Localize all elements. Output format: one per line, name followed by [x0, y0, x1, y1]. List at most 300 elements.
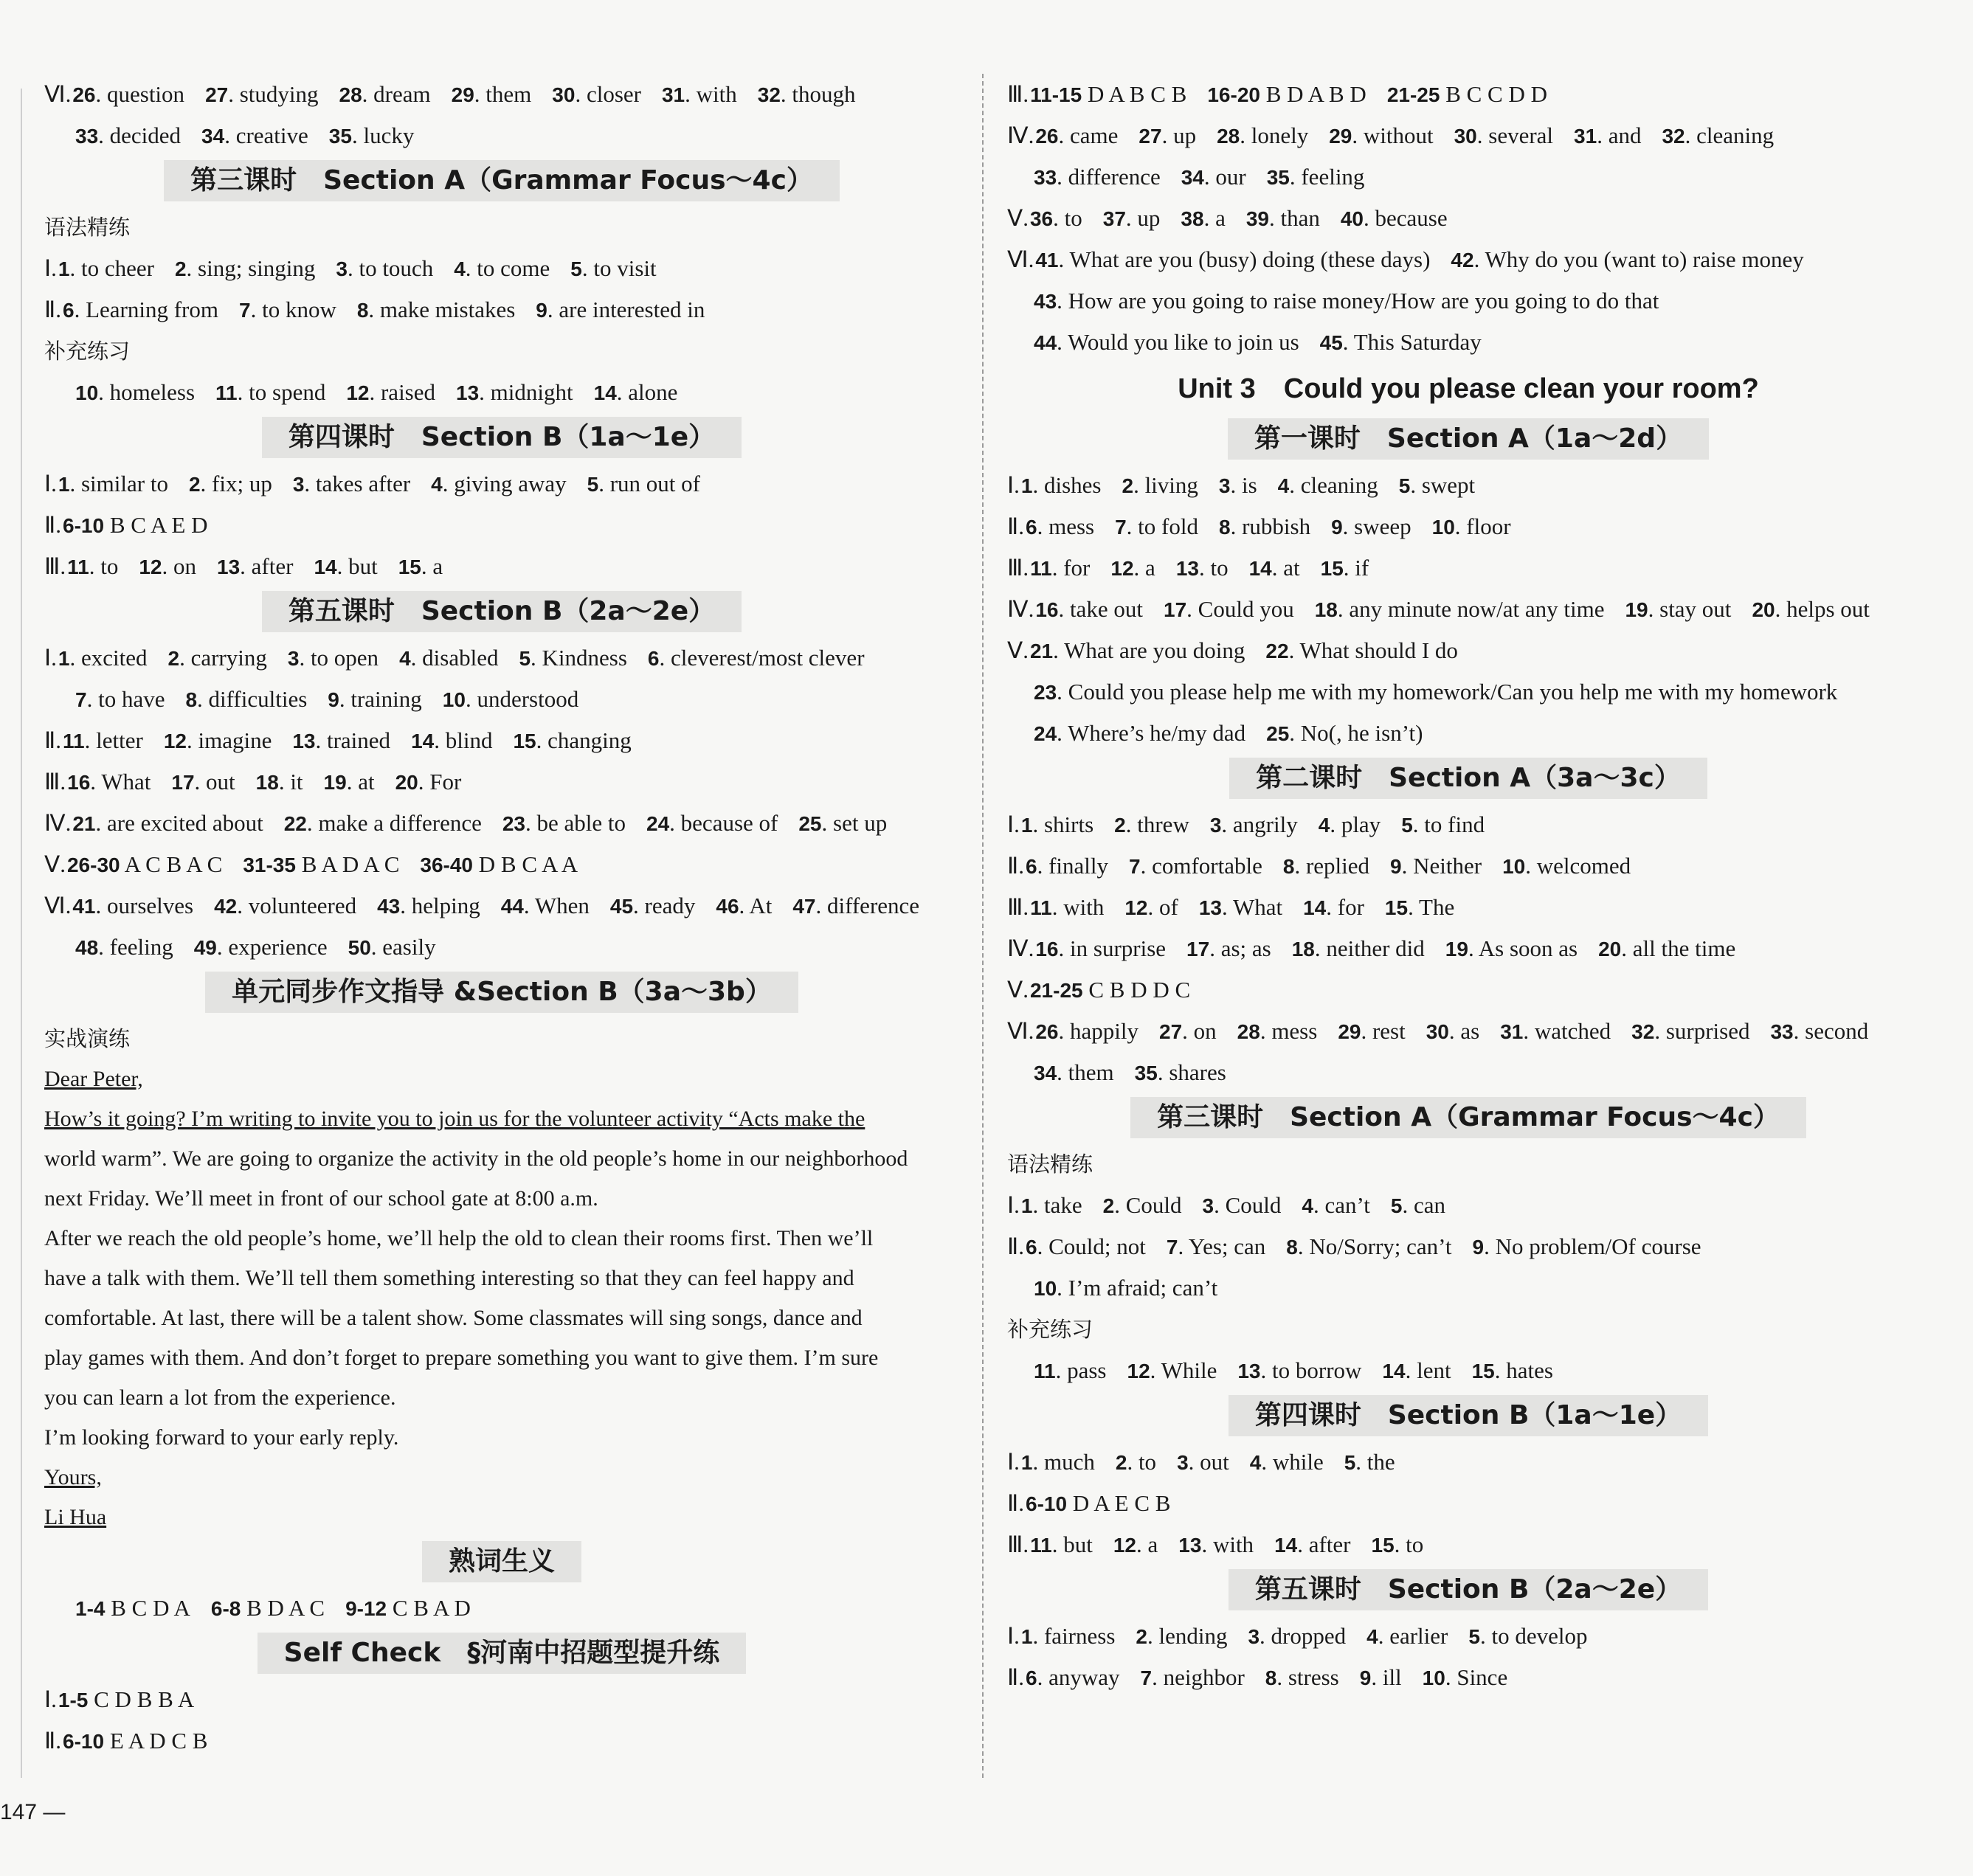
- separator: .: [465, 255, 477, 281]
- separator: .: [1057, 679, 1068, 705]
- separator: .: [1209, 935, 1221, 961]
- answer-item: [328, 679, 422, 721]
- question-number: 9: [1359, 1666, 1372, 1689]
- answer-row: [44, 505, 959, 546]
- question-number: 7: [1129, 855, 1141, 878]
- answer-text: up: [1137, 205, 1161, 231]
- answer-item: [189, 463, 272, 505]
- answer-text: lucky: [363, 122, 415, 148]
- exercise-label: 补充练习: [1007, 1317, 1093, 1342]
- answer-item: [336, 248, 433, 290]
- answer-text: are interested in: [559, 297, 705, 322]
- answer-item: [75, 115, 181, 157]
- answer-text: after: [251, 553, 294, 579]
- answer-item: [1502, 845, 1631, 887]
- answer-block: [44, 74, 959, 156]
- answer-block: [1007, 1185, 1929, 1309]
- question-number: 13: [1175, 557, 1199, 580]
- answer-text: sing; singing: [198, 255, 316, 281]
- separator: .: [1222, 894, 1233, 920]
- answer-item: [1203, 1185, 1282, 1227]
- answer-item: [501, 885, 590, 927]
- question-number: 6-10: [1026, 1492, 1068, 1515]
- letter-line: Li Hua: [44, 1505, 107, 1529]
- answer-row: [44, 1720, 959, 1762]
- separator: .: [1342, 329, 1354, 355]
- separator: .: [1326, 894, 1338, 920]
- answer-text: be able to: [536, 810, 626, 836]
- answer-text: without: [1363, 122, 1434, 148]
- separator: .: [1032, 811, 1044, 837]
- answer-item: [377, 885, 480, 927]
- part-numeral: Ⅲ.: [1007, 1531, 1029, 1557]
- question-number: 29: [1338, 1020, 1361, 1043]
- separator: .: [1058, 935, 1071, 961]
- question-number: 9: [1472, 1236, 1485, 1259]
- question-number: 3: [336, 257, 348, 280]
- separator: .: [421, 553, 433, 579]
- separator: [1260, 81, 1266, 107]
- answer-text: Could; not: [1048, 1233, 1146, 1259]
- question-number: 47: [792, 895, 816, 918]
- answer-text: Neither: [1413, 853, 1482, 879]
- answer-text: them: [1068, 1059, 1114, 1085]
- answer-item: [1021, 1185, 1082, 1227]
- answer-block: [1007, 74, 1929, 363]
- section-heading: [1007, 1093, 1929, 1143]
- separator: [88, 1686, 94, 1712]
- answer-item: [536, 289, 705, 331]
- letter-line: play games with them. And don’t forget to prepare something you want to give them. I’m sure: [44, 1346, 879, 1370]
- answer-text: them: [486, 81, 532, 107]
- answer-item: [1141, 1657, 1245, 1699]
- answer-text: D A E C B: [1072, 1490, 1171, 1516]
- answer-item: [1265, 630, 1458, 672]
- separator: .: [1032, 472, 1044, 498]
- answer-text: on: [1193, 1018, 1217, 1044]
- answer-text: at: [1283, 555, 1300, 581]
- answer-item: [1468, 1616, 1587, 1658]
- answer-text: though: [792, 81, 856, 107]
- answer-text: This Saturday: [1353, 329, 1482, 355]
- answer-text: play: [1341, 811, 1381, 837]
- answer-item: [1136, 1616, 1227, 1658]
- separator: .: [90, 769, 102, 795]
- separator: .: [465, 686, 477, 712]
- question-number: 10: [442, 688, 466, 711]
- question-number: 10: [1431, 516, 1455, 539]
- answer-item: [293, 463, 410, 505]
- part-numeral: Ⅴ.: [44, 851, 66, 877]
- question-number: 4: [431, 473, 443, 496]
- answer-text: living: [1144, 472, 1198, 498]
- separator: .: [1352, 122, 1364, 148]
- answer-item: [1320, 322, 1482, 364]
- separator: .: [179, 645, 191, 671]
- question-number: 11: [1030, 557, 1052, 580]
- unit-title: Unit 3 Could you please clean your room?: [1178, 373, 1759, 404]
- answer-item: [1110, 547, 1155, 589]
- answer-text: No(, he isn’t): [1300, 720, 1423, 746]
- question-number: 9: [536, 299, 547, 322]
- answer-text: Would you like to join us: [1068, 329, 1299, 355]
- letter-line: you can learn a lot from the experience.: [44, 1385, 396, 1410]
- question-number: 10: [1422, 1666, 1445, 1689]
- separator: .: [1454, 513, 1467, 539]
- answer-item: [345, 1588, 471, 1630]
- answer-row: [1007, 198, 1929, 239]
- answer-text: the: [1366, 1449, 1395, 1475]
- answer-item: [1237, 1011, 1318, 1053]
- question-number: 11-15: [1030, 83, 1082, 106]
- answer-item: [1034, 1267, 1217, 1309]
- answer-text: stress: [1288, 1664, 1339, 1690]
- question-number: 49: [193, 936, 217, 959]
- question-number: 19: [1445, 938, 1468, 961]
- answer-item: [1021, 804, 1093, 846]
- separator: .: [1342, 513, 1355, 539]
- answer-text: mess: [1048, 513, 1095, 539]
- separator: .: [598, 471, 610, 496]
- question-number: 28: [1217, 125, 1240, 148]
- answer-item: [1103, 1185, 1182, 1227]
- answer-text: finally: [1048, 853, 1109, 879]
- answer-item: [1127, 1350, 1217, 1392]
- answer-text: replied: [1305, 853, 1370, 879]
- question-number: 13: [456, 381, 480, 404]
- question-number: 28: [1237, 1020, 1260, 1043]
- question-number: 46: [716, 895, 739, 918]
- answer-item: [1246, 198, 1320, 240]
- separator: .: [1261, 1449, 1273, 1475]
- separator: .: [1114, 1192, 1126, 1218]
- question-number: 14: [1382, 1360, 1406, 1382]
- answer-item: [1219, 465, 1257, 507]
- question-number: 18: [255, 771, 279, 794]
- answer-item: [1625, 589, 1731, 631]
- separator: .: [1445, 1664, 1457, 1690]
- question-number: 1: [1020, 1194, 1033, 1217]
- answer-row: [1007, 465, 1929, 506]
- answer-text: C B A D: [392, 1595, 471, 1621]
- section-heading-text: 第四课时 Section B（1a～1e）: [262, 417, 742, 458]
- answer-item: [357, 289, 515, 331]
- part-numeral: Ⅱ.: [1007, 1664, 1025, 1690]
- question-number: 30: [1426, 1020, 1449, 1043]
- separator: .: [299, 645, 311, 671]
- question-number: 14: [1274, 1534, 1298, 1557]
- separator: .: [216, 934, 229, 960]
- question-number: 12: [1124, 896, 1148, 919]
- answer-item: [1752, 589, 1869, 631]
- separator: [104, 1728, 110, 1754]
- answer-text: welcomed: [1536, 853, 1631, 879]
- answer-text: neither did: [1326, 935, 1425, 961]
- separator: .: [1793, 1018, 1806, 1044]
- answer-text: after: [1308, 1531, 1351, 1557]
- separator: .: [1125, 205, 1138, 231]
- answer-item: [1631, 1011, 1749, 1053]
- question-number: 7: [239, 299, 251, 322]
- separator: .: [815, 893, 827, 918]
- letter-line: next Friday. We’ll meet in front of our school gate at 8:00 a.m.: [44, 1186, 598, 1211]
- answer-text: and: [1608, 122, 1642, 148]
- answer-text: to: [1064, 205, 1082, 231]
- question-number: 12: [163, 730, 187, 752]
- separator: .: [1186, 596, 1198, 622]
- answer-text: Could you: [1198, 596, 1294, 622]
- question-number: 26-30: [66, 854, 120, 876]
- answer-text: up: [1173, 122, 1197, 148]
- answer-item: [1034, 280, 1659, 322]
- question-number: 11: [1030, 1534, 1052, 1557]
- section-heading: [44, 1537, 959, 1588]
- answer-text: B C C D D: [1445, 81, 1548, 107]
- answer-item: [1278, 465, 1378, 507]
- answer-text: are excited about: [107, 810, 263, 836]
- answer-row: [1007, 713, 1929, 754]
- question-number: 33: [1770, 1020, 1794, 1043]
- answer-text: feeling: [109, 934, 173, 960]
- separator: .: [1140, 853, 1153, 879]
- answer-item: [67, 844, 222, 886]
- part-numeral: Ⅵ.: [44, 81, 72, 107]
- answer-item: [1026, 506, 1094, 548]
- answer-item: [552, 74, 641, 116]
- column-divider: [982, 74, 984, 1778]
- answer-text: C B D D C: [1088, 977, 1191, 1003]
- question-number: 20: [1752, 598, 1775, 621]
- part-numeral: Ⅴ.: [1007, 205, 1029, 231]
- answer-item: [1770, 1011, 1868, 1053]
- question-number: 27: [1138, 125, 1162, 148]
- answer-item: [1035, 928, 1166, 970]
- answer-row: [1007, 239, 1929, 280]
- answer-item: [1030, 74, 1186, 116]
- question-number: 12: [1127, 1360, 1150, 1382]
- question-number: 20: [395, 771, 418, 794]
- answer-row: [1007, 115, 1929, 156]
- answer-text: surprised: [1665, 1018, 1750, 1044]
- question-number: 45: [1319, 331, 1343, 354]
- separator: .: [1313, 1192, 1325, 1218]
- question-number: 16: [1035, 598, 1059, 621]
- answer-text: giving away: [454, 471, 567, 496]
- separator: .: [1289, 164, 1302, 190]
- answer-text: difficulties: [208, 686, 308, 712]
- answer-item: [1167, 1226, 1265, 1268]
- exercise-label: 实战演练: [44, 1026, 131, 1051]
- separator: .: [186, 727, 198, 753]
- part-numeral: Ⅳ.: [1007, 596, 1034, 622]
- answer-block: [1007, 1441, 1929, 1565]
- separator: .: [1288, 637, 1300, 663]
- answer-text: but: [1063, 1531, 1093, 1557]
- answer-text: D B C A A: [478, 851, 578, 877]
- question-number: 34: [1181, 166, 1204, 189]
- question-number: 24: [646, 812, 670, 835]
- answer-item: [58, 1679, 194, 1721]
- answer-row: [44, 248, 959, 289]
- answer-row: [1007, 322, 1929, 363]
- separator: .: [186, 255, 198, 281]
- answer-text: lending: [1158, 1623, 1228, 1649]
- answer-text: is: [1241, 472, 1257, 498]
- answer-text: came: [1070, 122, 1119, 148]
- question-number: 5: [587, 473, 599, 496]
- separator: .: [1057, 329, 1068, 355]
- question-number: 32: [1662, 125, 1685, 148]
- question-number: 31: [1500, 1020, 1524, 1043]
- answer-item: [217, 546, 293, 588]
- separator: [1082, 81, 1088, 107]
- section-heading-text: 第四课时 Section B（1a～1e）: [1229, 1395, 1708, 1436]
- question-number: 31-35: [243, 854, 296, 876]
- answer-text: letter: [96, 727, 143, 753]
- section-heading-text: 第三课时 Section A（Grammar Focus～4c）: [1130, 1097, 1806, 1138]
- section-heading: [44, 1629, 959, 1679]
- answer-item: [716, 885, 772, 927]
- separator: .: [224, 122, 236, 148]
- answer-row: [1007, 280, 1929, 322]
- answer-row: [44, 74, 959, 115]
- separator: .: [346, 769, 359, 795]
- separator: .: [69, 255, 81, 281]
- answer-text: B C A E D: [109, 512, 208, 538]
- separator: .: [95, 810, 108, 836]
- separator: .: [1133, 472, 1145, 498]
- answer-row: [1007, 969, 1929, 1011]
- answer-item: [1423, 1657, 1508, 1699]
- question-number: 10: [1502, 855, 1526, 878]
- part-numeral: Ⅰ.: [1007, 472, 1020, 498]
- separator: .: [362, 81, 374, 107]
- answer-item: [201, 115, 308, 157]
- separator: .: [1157, 1059, 1169, 1085]
- separator: .: [1473, 246, 1485, 272]
- section-heading: [44, 968, 959, 1018]
- letter-line: world warm”. We are going to organize the activity in the old people’s home in our neighborhood: [44, 1146, 908, 1171]
- answer-text: creative: [235, 122, 308, 148]
- exercise-label: 补充练习: [44, 339, 131, 364]
- answer-item: [75, 927, 173, 969]
- answer-item: [329, 115, 415, 157]
- separator: .: [1058, 596, 1071, 622]
- question-number: 9-12: [345, 1597, 387, 1620]
- answer-text: Since: [1457, 1664, 1508, 1690]
- part-numeral: Ⅰ.: [44, 645, 57, 671]
- separator: .: [525, 810, 537, 836]
- answer-text: to fold: [1138, 513, 1198, 539]
- question-number: 21: [1029, 640, 1054, 662]
- separator: .: [1178, 1233, 1189, 1259]
- separator: .: [1525, 853, 1537, 879]
- answer-text: take out: [1070, 596, 1144, 622]
- answer-item: [1401, 804, 1485, 846]
- separator: .: [1203, 164, 1216, 190]
- question-number: 19: [1625, 598, 1648, 621]
- answer-item: [1662, 115, 1774, 157]
- question-number: 1-5: [58, 1689, 89, 1711]
- question-number: 33: [75, 125, 99, 148]
- answer-item: [185, 679, 307, 721]
- answer-text: blind: [445, 727, 493, 753]
- part-numeral: Ⅱ.: [44, 1728, 62, 1754]
- question-number: 6: [63, 299, 75, 322]
- answer-item: [1426, 1011, 1479, 1053]
- answer-text: question: [107, 81, 185, 107]
- question-number: 6: [1026, 516, 1037, 539]
- letter-line: have a talk with them. We’ll tell them something interesting so that they can feel happy and: [44, 1266, 854, 1290]
- answer-item: [211, 1588, 325, 1630]
- separator: .: [351, 122, 364, 148]
- separator: .: [1051, 1531, 1064, 1557]
- separator: .: [1058, 1018, 1070, 1044]
- question-number: 11: [215, 381, 238, 404]
- question-number: 9: [1331, 516, 1343, 539]
- answer-text: can’t: [1324, 1192, 1370, 1218]
- answer-text: with: [1212, 1531, 1254, 1557]
- answer-item: [1030, 630, 1245, 672]
- answer-item: [1114, 804, 1189, 846]
- answer-text: to develop: [1491, 1623, 1588, 1649]
- separator: .: [1032, 1449, 1044, 1475]
- question-number: 9: [328, 688, 339, 711]
- answer-item: [431, 463, 566, 505]
- question-number: 1: [1020, 1625, 1033, 1648]
- answer-item: [1366, 1616, 1448, 1658]
- separator: .: [400, 893, 412, 918]
- answer-item: [75, 679, 165, 721]
- answer-item: [398, 546, 443, 588]
- answer-text: shares: [1169, 1059, 1226, 1085]
- separator: .: [434, 727, 446, 753]
- question-number: 3: [1202, 1194, 1214, 1217]
- separator: .: [1468, 935, 1479, 961]
- section-heading-text: 第五课时 Section B（2a～2e）: [262, 591, 742, 632]
- part-numeral: Ⅰ.: [1007, 1192, 1020, 1218]
- answer-item: [1021, 1441, 1095, 1484]
- answer-row: [1007, 1226, 1929, 1267]
- answer-item: [1237, 1350, 1361, 1392]
- question-number: 16: [67, 771, 91, 794]
- answer-text: to know: [262, 297, 336, 322]
- answer-text: a: [1215, 205, 1226, 231]
- answer-text: B D A C: [246, 1595, 325, 1621]
- answer-item: [1122, 465, 1198, 507]
- letter-line: I’m looking forward to your early reply.: [44, 1425, 399, 1450]
- separator: .: [1775, 596, 1787, 622]
- part-numeral: Ⅲ.: [1007, 81, 1029, 107]
- answer-text: difference: [1068, 164, 1161, 190]
- separator: .: [1126, 513, 1138, 539]
- question-number: 26: [72, 83, 96, 106]
- question-number: 14: [1303, 896, 1327, 919]
- answer-text: earlier: [1389, 1623, 1448, 1649]
- question-number: 11: [67, 555, 89, 578]
- answer-text: fix; up: [212, 471, 272, 496]
- separator: .: [1037, 513, 1049, 539]
- answer-row: [44, 463, 959, 505]
- answer-text: to open: [310, 645, 379, 671]
- question-number: 15: [1371, 1534, 1395, 1557]
- answer-text: easily: [382, 934, 436, 960]
- answer-item: [594, 372, 678, 414]
- question-number: 10: [75, 381, 99, 404]
- answer-block: [44, 1679, 959, 1762]
- answer-item: [513, 720, 631, 762]
- answer-item: [1500, 1011, 1611, 1053]
